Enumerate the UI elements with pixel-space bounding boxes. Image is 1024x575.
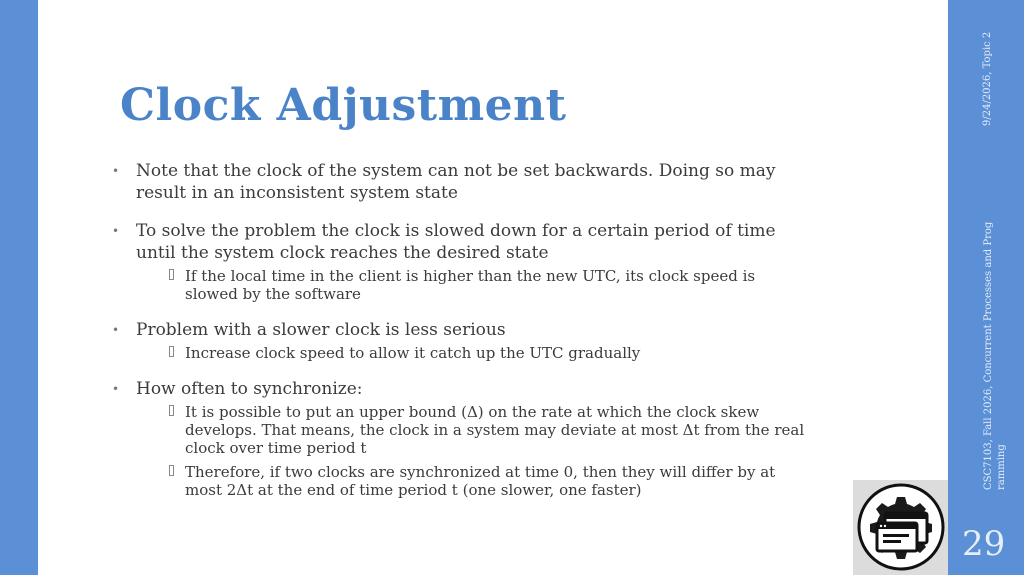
bullet-dot-icon: • xyxy=(112,164,120,178)
bullet-item xyxy=(110,319,810,362)
sub-bullet-item xyxy=(136,344,810,362)
bullet-item xyxy=(110,378,810,499)
sub-bullet-box-icon xyxy=(169,405,174,416)
sub-bullet-item xyxy=(136,267,810,303)
slide-content xyxy=(110,160,810,515)
slide-title: Clock Adjustment xyxy=(120,80,567,131)
bullet-text: Problem with a slower clock is less serious xyxy=(136,320,506,340)
bullet-item xyxy=(110,160,810,204)
sub-bullet-text: It is possible to put an upper bound (Δ) on the rate at which the clock skew develops. That means, the clock in a system may deviate at most Δt from the real clock over time period t xyxy=(185,403,805,457)
sub-bullet-box-icon xyxy=(169,465,174,476)
bullet-dot-icon: • xyxy=(112,323,120,337)
left-accent-bar xyxy=(0,0,38,575)
bullet-dot-icon: • xyxy=(112,224,120,238)
sub-bullet-item xyxy=(136,403,810,457)
sub-bullet-text: Therefore, if two clocks are synchronized at time 0, then they will differ by at most 2Δt at the end of time period t (one slower, one faster) xyxy=(185,463,776,499)
slide-date: 9/24/2026, Topic 2 xyxy=(982,31,993,126)
logo-panel xyxy=(853,480,948,575)
course-footer-line-1: CSC7103, Fall 2026, Concurrent Processes and Prog xyxy=(983,221,994,490)
bullet-text: How often to synchronize: xyxy=(136,379,363,399)
bullet-text: To solve the problem the clock is slowed down for a certain period of time until the system clock reaches the desired state xyxy=(136,221,776,263)
bullet-dot-icon: • xyxy=(112,382,120,396)
bullet-text: Note that the clock of the system can not be set backwards. Doing so may result in an inconsistent system state xyxy=(136,161,776,203)
sub-bullet-text: Increase clock speed to allow it catch up the UTC gradually xyxy=(185,344,641,362)
sub-bullet-item xyxy=(136,463,810,499)
course-footer xyxy=(982,222,1008,490)
bullet-item xyxy=(110,220,810,303)
sub-bullet-text: If the local time in the client is higher than the new UTC, its clock speed is slowed by the software xyxy=(185,267,756,303)
course-footer-line-2: ramming xyxy=(996,444,1007,490)
page-number: 29 xyxy=(962,524,1006,564)
gear-computer-logo-icon xyxy=(857,483,945,571)
sub-bullet-box-icon xyxy=(169,269,174,280)
sub-bullet-box-icon xyxy=(169,346,174,357)
